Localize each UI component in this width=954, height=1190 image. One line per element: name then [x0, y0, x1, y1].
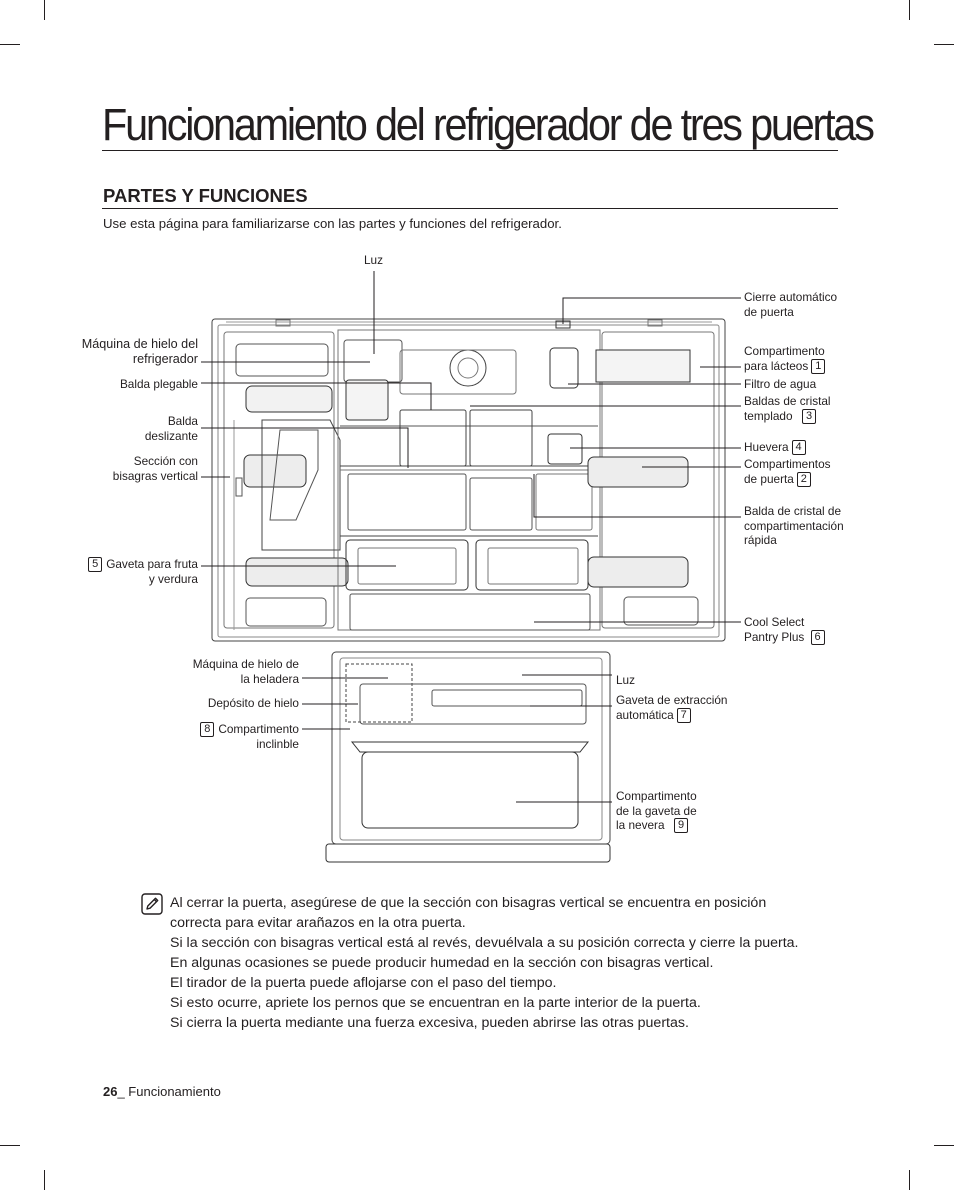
- label-luz-bottom: Luz: [616, 673, 636, 687]
- footer-section: _ Funcionamiento: [117, 1084, 221, 1099]
- page-number: 26: [103, 1084, 118, 1099]
- note-line: Al cerrar la puerta, asegúrese de que la sección con bisagras vertical se encuentra en posición: [170, 895, 767, 911]
- label-cool-select: Cool Select Pantry Plus 6: [744, 615, 825, 645]
- label-maquina-heladera: Máquina de hielo de la heladera: [192, 657, 299, 686]
- label-gaveta-extraccion: Gaveta de extracción automática 7: [616, 693, 728, 722]
- badge-3: 3: [802, 409, 816, 424]
- label-gaveta-nevera: Compartimento de la gaveta de la nevera 9: [616, 789, 697, 832]
- page-footer: [103, 1084, 221, 1100]
- label-baldas-cristal: Baldas de cristal templado 3: [744, 394, 831, 423]
- label-cierre: Cierre automático de puerta: [744, 290, 838, 319]
- badge-2: 2: [797, 472, 811, 487]
- note-line: El tirador de la puerta puede aflojarse con el paso del tiempo.: [170, 975, 557, 991]
- note-text: [170, 893, 860, 1033]
- badge-5: 5: [88, 557, 102, 572]
- label-compart-lacteos: Compartimento para lácteos 1: [744, 344, 825, 373]
- badge-7: 7: [677, 708, 691, 723]
- label-filtro: Filtro de agua: [744, 377, 817, 391]
- label-balda-deslizante: Balda deslizante: [144, 414, 198, 443]
- label-balda-rapida: Balda de cristal de compartimentación rápida: [744, 504, 844, 547]
- label-gaveta-fruta: 5 Gaveta para fruta y verdura: [40, 557, 198, 587]
- leader-balda-deslizante: [201, 428, 408, 468]
- note-line: correcta para evitar arañazos en la otra puerta.: [170, 915, 466, 931]
- badge-4: 4: [792, 440, 806, 455]
- label-huevera: Huevera 4: [744, 440, 806, 455]
- leader-balda-rapida: [534, 474, 741, 517]
- leader-cierre: [563, 298, 741, 324]
- intro-text: Use esta página para familiarizarse con las partes y funciones del refrigerador.: [103, 216, 562, 231]
- label-compart-puerta: Compartimentos de puerta 2: [744, 457, 831, 486]
- note-pencil-icon: [141, 893, 163, 915]
- section-title: PARTES Y FUNCIONES: [103, 185, 308, 206]
- badge-6: 6: [811, 630, 825, 645]
- label-seccion-bisagras: Sección con bisagras vertical: [112, 454, 198, 483]
- badge-1: 1: [811, 359, 825, 374]
- badge-9: 9: [674, 818, 688, 833]
- note-line: Si la sección con bisagras vertical está al revés, devuélvala a su posición correcta y cierre la puerta.: [170, 935, 799, 951]
- label-balda-plegable: Balda plegable: [119, 377, 198, 391]
- label-maquina-refri: Máquina de hielo del refrigerador: [81, 337, 198, 366]
- note-line: En algunas ocasiones se puede producir humedad en la sección con bisagras vertical.: [170, 955, 714, 971]
- label-compart-inclinable: 8 Compartimento inclinble: [140, 722, 299, 752]
- badge-8: 8: [200, 722, 214, 737]
- note-line: Si cierra la puerta mediante una fuerza excesiva, pueden abrirse las otras puertas.: [170, 1015, 689, 1031]
- note-line: Si esto ocurre, apriete los pernos que se encuentran en la parte interior de la puerta.: [170, 995, 701, 1011]
- label-deposito-hielo: Depósito de hielo: [207, 696, 299, 710]
- page-title: Funcionamiento del refrigerador de tres puertas: [102, 99, 873, 150]
- label-luz-top: Luz: [364, 253, 384, 267]
- leader-balda-plegable: [201, 383, 431, 410]
